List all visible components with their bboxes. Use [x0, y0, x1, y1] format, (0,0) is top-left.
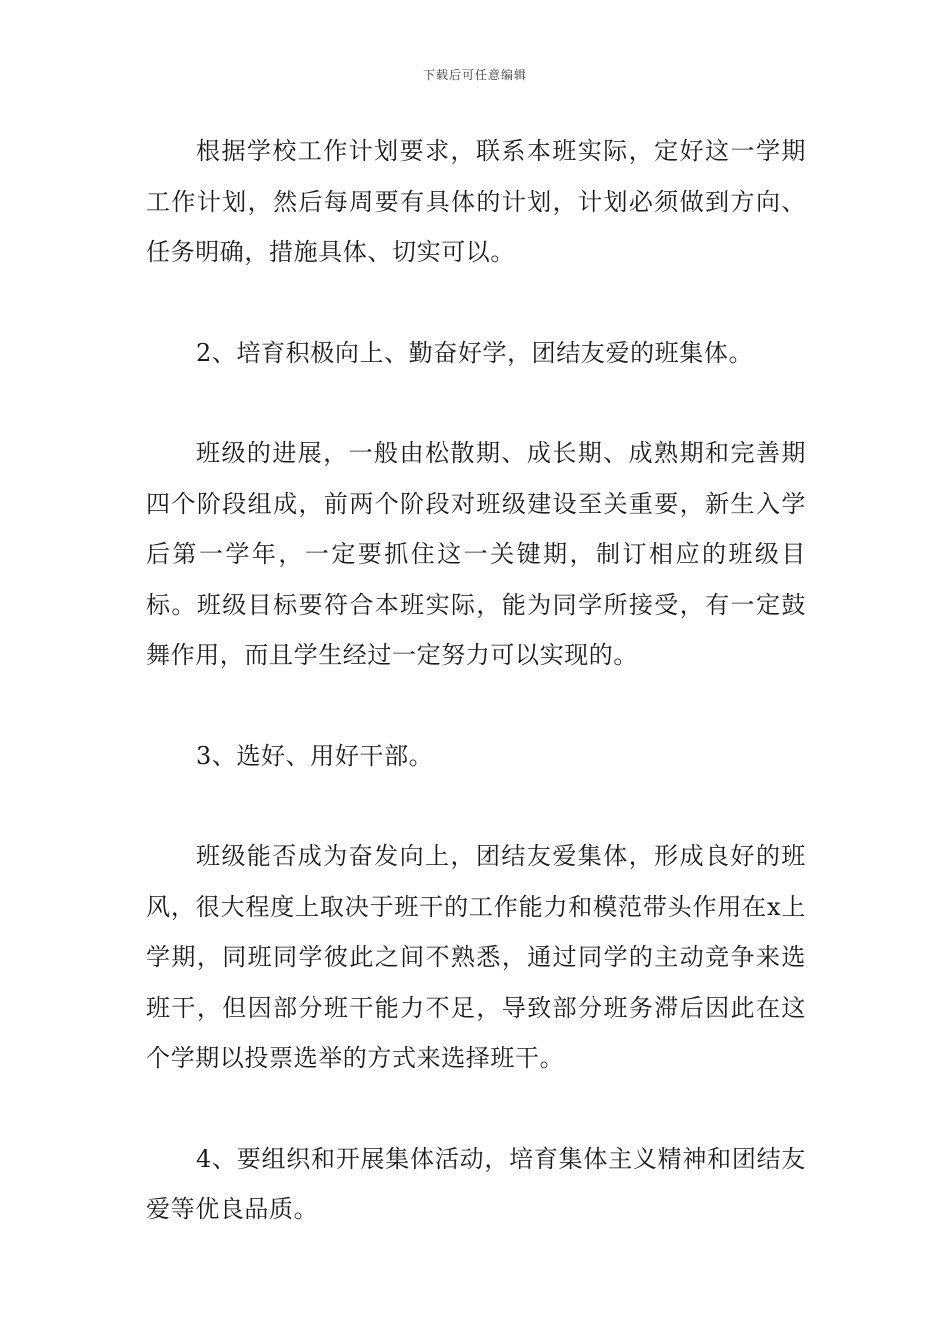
- paragraph-gap: [146, 378, 806, 428]
- paragraph-gap: [146, 278, 806, 328]
- paragraph-class-leaders: 班级能否成为奋发向上，团结友爱集体，形成良好的班风，很大程度上取决于班干的工作能力和模范带头作用在x上学期，同班同学彼此之间不熟悉，通过同学的主动竞争来选班干，但因部分班干能力不足，导致部分班务滞后因此在这个学期以投票选举的方式来选择班干。: [146, 842, 806, 1072]
- heading-item-4: 4、要组织和开展集体活动，培育集体主义精神和团结友爱等优良品质。: [146, 1144, 806, 1223]
- paragraph-class-development: 班级的进展，一般由松散期、成长期、成熟期和完善期四个阶段组成，前两个阶段对班级建设至关重要，新生入学后第一学年，一定要抓住这一关键期，制订相应的班级目标。班级目标要符合本班实际，能为同学所接受，有一定鼓舞作用，而且学生经过一定努力可以实现的。: [146, 439, 806, 669]
- document-body: [146, 126, 806, 1235]
- heading-item-2: 2、培育积极向上、勤奋好学，团结友爱的班集体。: [196, 338, 754, 367]
- heading-item-3: 3、选好、用好干部。: [196, 741, 434, 770]
- paragraph-gap: [146, 681, 806, 731]
- paragraph-plan: 根据学校工作计划要求，联系本班实际，定好这一学期工作计划，然后每周要有具体的计划，计划必须做到方向、任务明确，措施具体、切实可以。: [146, 137, 806, 266]
- page-header: 下载后可任意编辑: [422, 68, 527, 82]
- paragraph-gap: [146, 781, 806, 831]
- paragraph-gap: [146, 1084, 806, 1134]
